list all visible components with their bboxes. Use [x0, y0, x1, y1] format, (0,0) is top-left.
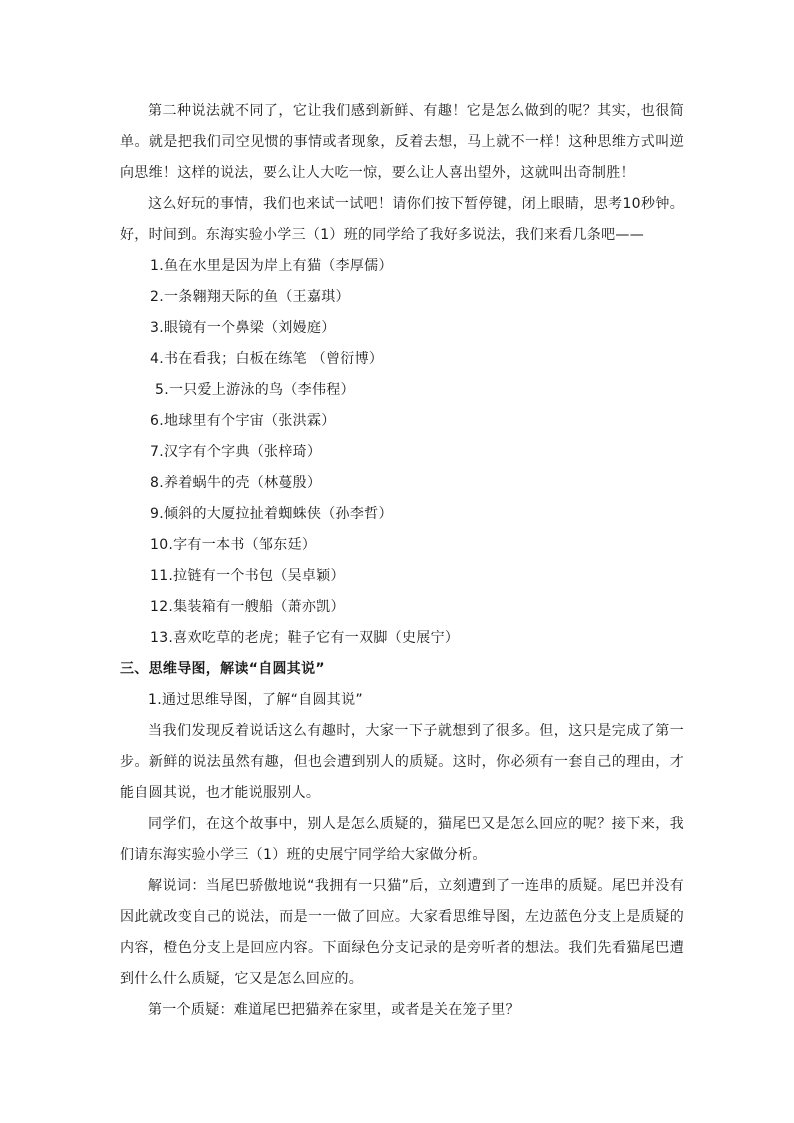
paragraph: 解说词：当尾巴骄傲地说“我拥有一只猫”后，立刻遭到了一连串的质疑。尾巴并没有因此就改变自己的说法，而是一一做了回应。大家看思维导图，左边蓝色分支上是质疑的内容，橙色分支上是回应内容。下面绿色分支记录的是旁听者的想法。我们先看猫尾巴遭到什么什么质疑，它又是怎么回应的。 — [120, 878, 684, 987]
paragraph: 同学们，在这个故事中，别人是怎么质疑的，猫尾巴又是怎么回应的呢？接下来，我们请东海实验小学三（1）班的史展宁同学给大家做分析。 — [120, 816, 684, 863]
list-item: 11.拉链有一个书包（吴卓颖） — [150, 568, 345, 584]
paragraph: 当我们发现反着说话这么有趣时，大家一下子就想到了很多。但，这只是完成了第一步。新鲜的说法虽然有趣，但也会遭到别人的质疑。这时，你必须有一套自己的理由，才能自圆其说，也才能说服别人。 — [120, 723, 684, 801]
list-item: 10.字有一本书（邹东廷） — [150, 537, 317, 553]
list-item: 8.养着蜗牛的壳（林蔓殷） — [150, 475, 322, 491]
list-item: 3.眼镜有一个鼻梁（刘嫚庭） — [150, 320, 336, 336]
list-item: 7.汉字有个字典（张梓琦） — [150, 444, 322, 460]
list-item: 13.喜欢吃草的老虎；鞋子它有一双脚（史展宁） — [150, 630, 460, 646]
list-item: 4.书在看我；白板在练笔 （曾衍博） — [150, 351, 384, 367]
list-item: 1.鱼在水里是因为岸上有猫（李厚儒） — [150, 258, 393, 274]
document-body — [120, 96, 684, 1026]
list-item: 6.地球里有个宇宙（张洪霖） — [150, 413, 336, 429]
subheading: 1.通过思维导图，了解“自圆其说” — [148, 692, 363, 708]
list-item: 12.集装箱有一艘船（萧亦凯） — [150, 599, 345, 615]
list-item: 9.倾斜的大厦拉扯着蜘蛛侠（孙李哲） — [150, 506, 393, 522]
paragraph: 第一个质疑：难道尾巴把猫养在家里，或者是关在笼子里？ — [148, 1002, 520, 1018]
paragraph: 第二种说法就不同了，它让我们感到新鲜、有趣！它是怎么做到的呢？其实，也很简单。就是把我们司空见惯的事情或者现象，反着去想，马上就不一样！这种思维方式叫逆向思维！这样的说法，要么让人大吃一惊，要么让人喜出望外，这就叫出奇制胜！ — [120, 103, 684, 181]
list-item: 2.一条翱翔天际的鱼（王嘉琪） — [150, 289, 350, 305]
paragraph: 这么好玩的事情，我们也来试一试吧！请你们按下暂停键，闭上眼睛，思考10秒钟。好，时间到。东海实验小学三（1）班的同学给了我好多说法，我们来看几条吧—— — [120, 196, 684, 243]
list-item: 5.一只爱上游泳的鸟（李伟程） — [155, 382, 355, 398]
section-heading: 三、思维导图，解读“自圆其说” — [120, 661, 325, 677]
